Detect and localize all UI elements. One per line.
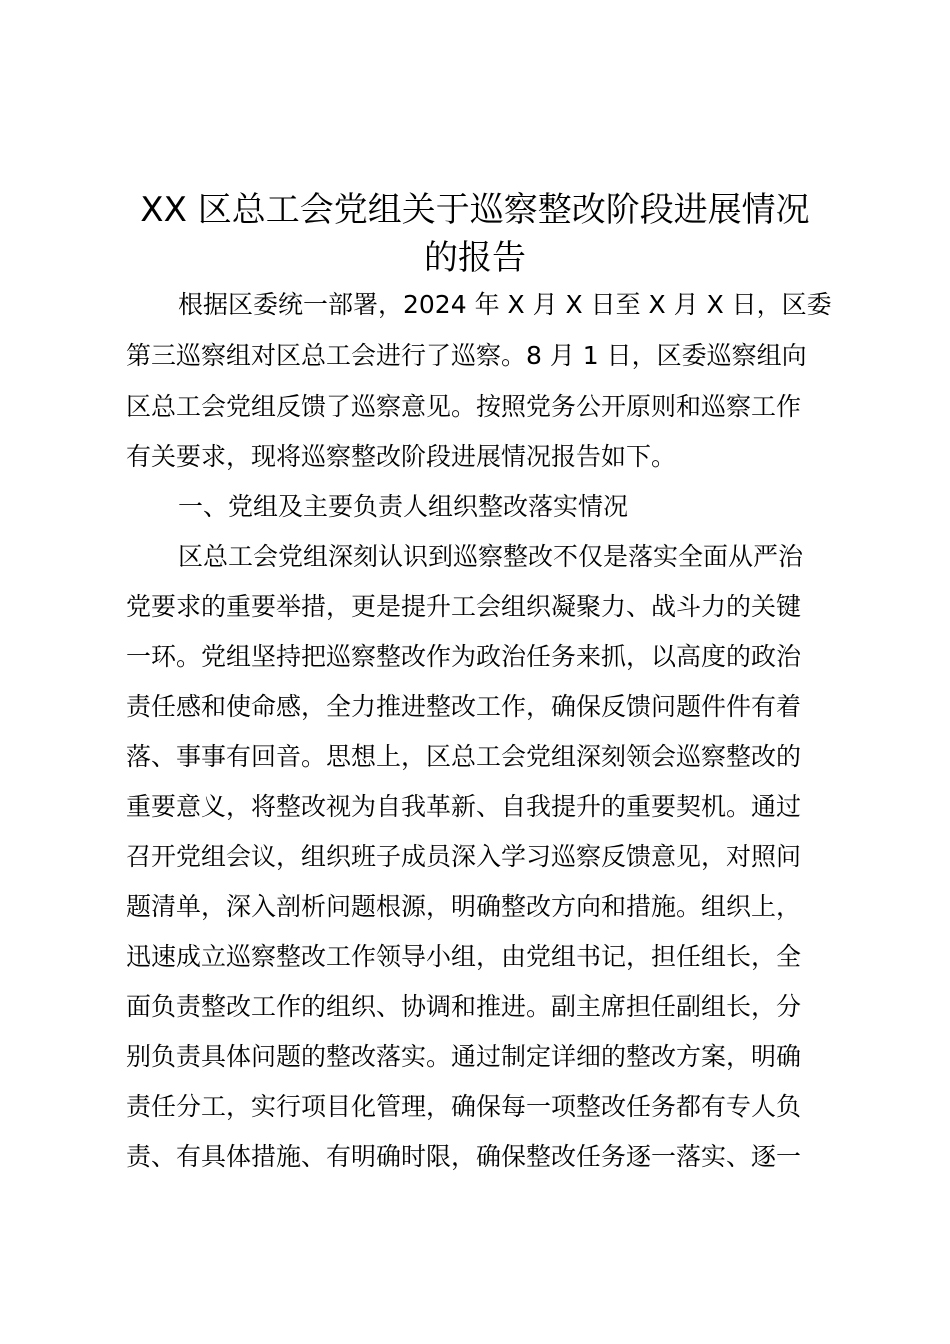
document-title-line-1: XX 区总工会党组关于巡察整改阶段进展情况: [140, 190, 810, 230]
document-title-line-2: 的报告: [424, 238, 526, 278]
paragraph-line: 一环。党组坚持把巡察整改作为政治任务来抓，以高度的政治: [126, 642, 802, 671]
paragraph-line: 根据区委统一部署，2024 年 X 月 X 日至 X 月 X 日，区委: [178, 290, 832, 319]
paragraph-line: 别负责具体问题的整改落实。通过制定详细的整改方案，明确: [126, 1042, 802, 1071]
paragraph-line: 第三巡察组对区总工会进行了巡察。8 月 1 日，区委巡察组向: [126, 341, 807, 370]
paragraph-line: 有关要求，现将巡察整改阶段进展情况报告如下。: [126, 442, 677, 471]
paragraph-line: 责、有具体措施、有明确时限，确保整改任务逐一落实、逐一: [126, 1142, 802, 1171]
paragraph-line: 题清单，深入剖析问题根源，明确整改方向和措施。组织上，: [126, 892, 802, 921]
paragraph-line: 重要意义，将整改视为自我革新、自我提升的重要契机。通过: [126, 792, 802, 821]
paragraph-line: 责任分工，实行项目化管理，确保每一项整改任务都有专人负: [126, 1092, 802, 1121]
paragraph-line: 落、事事有回音。思想上，区总工会党组深刻领会巡察整改的: [126, 742, 802, 771]
paragraph-line: 区总工会党组反馈了巡察意见。按照党务公开原则和巡察工作: [126, 392, 802, 421]
paragraph-line: 迅速成立巡察整改工作领导小组，由党组书记，担任组长，全: [126, 942, 802, 971]
paragraph-line: 责任感和使命感，全力推进整改工作，确保反馈问题件件有着: [126, 692, 802, 721]
paragraph-line: 区总工会党组深刻认识到巡察整改不仅是落实全面从严治: [178, 542, 804, 571]
paragraph-line: 党要求的重要举措，更是提升工会组织凝聚力、战斗力的关键: [126, 592, 802, 621]
paragraph-line: 召开党组会议，组织班子成员深入学习巡察反馈意见，对照问: [126, 842, 802, 871]
paragraph-line: 面负责整改工作的组织、协调和推进。副主席担任副组长，分: [126, 992, 802, 1021]
section-heading: 一、党组及主要负责人组织整改落实情况: [178, 492, 629, 521]
